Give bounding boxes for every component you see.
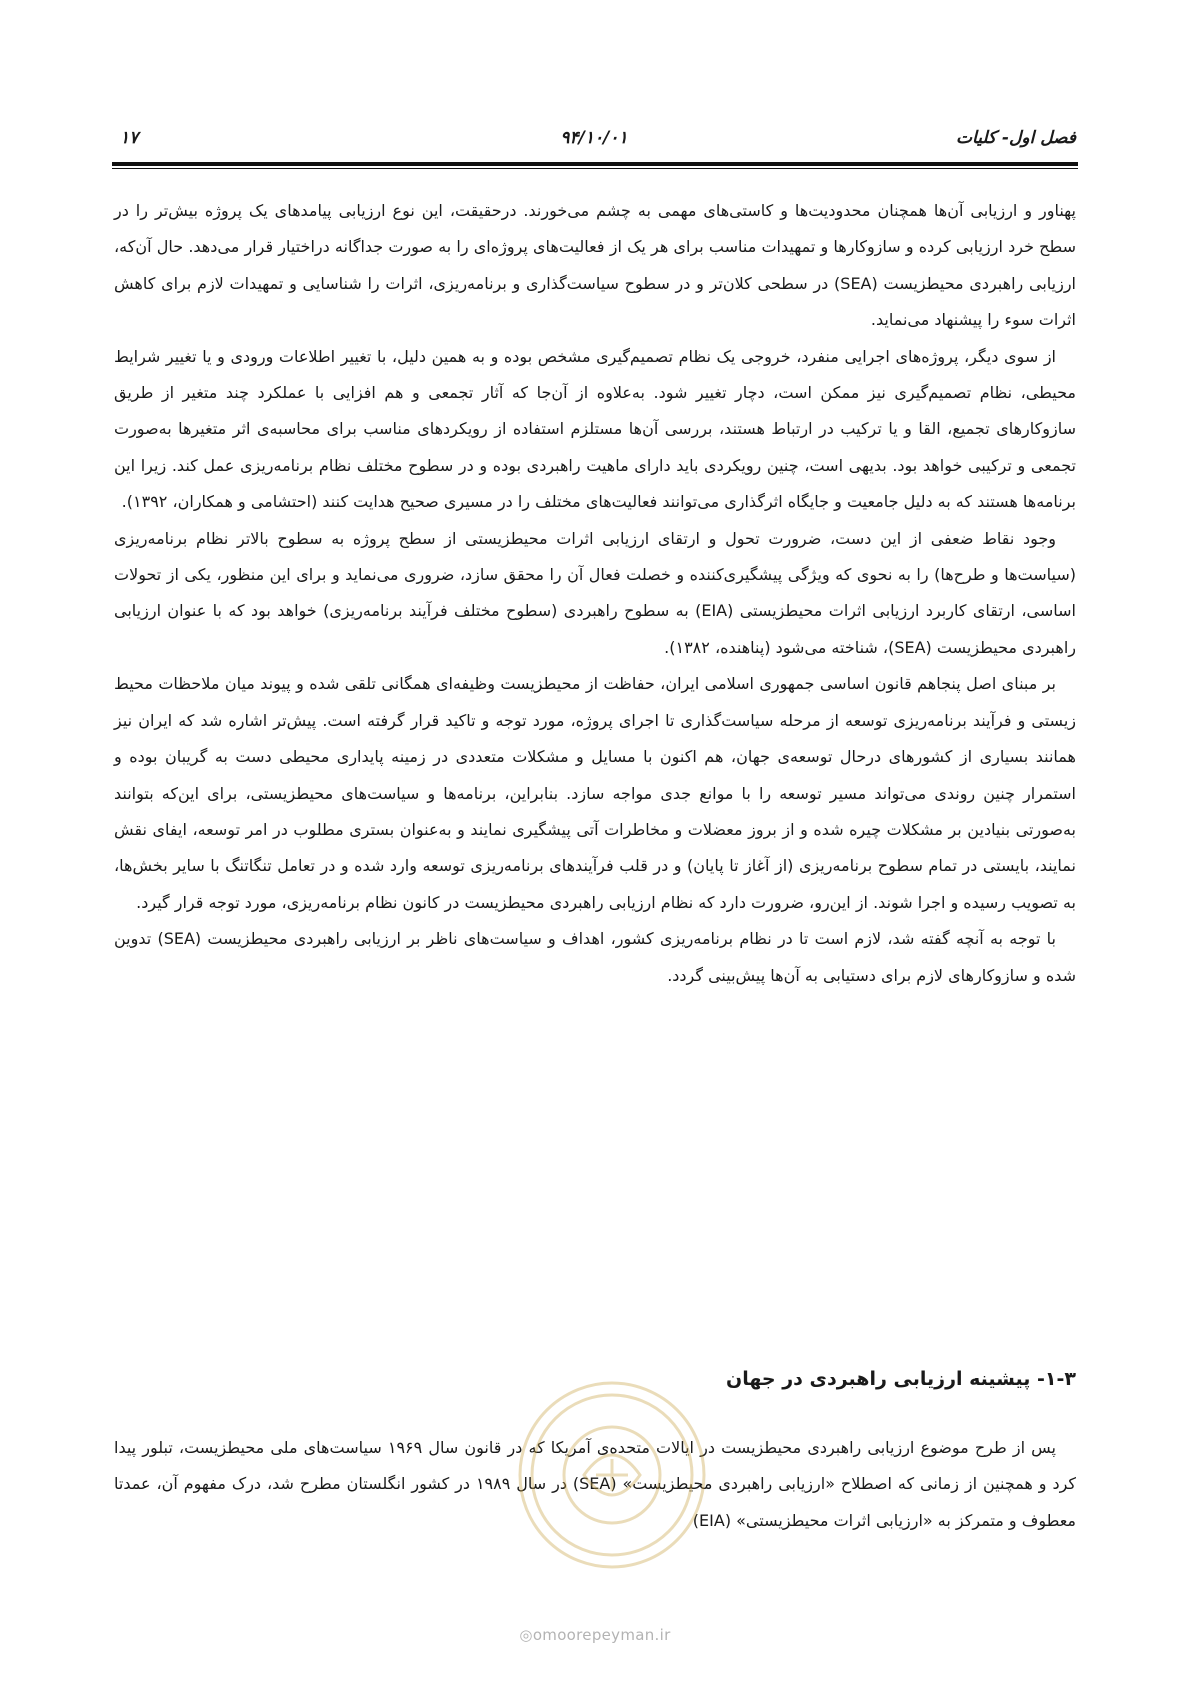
section-body	[114, 1430, 1076, 1539]
section-paragraph: پس از طرح موضوع ارزیابی راهبردی محیطزیست در ایالات متحده‌ی آمریکا که در قانون سال ۱۹۶۹ سیاست‌های ملی محیطزیست، تبلور پیدا کرد و همچنین از زمانی که اصطلاح «ارزیابی راهبردی محیطزیست» (SEA) در سال ۱۹۸۹ در کشور انگلستان مطرح شد، درک مفهوم آن، عمدتا معطوف و متمرکز به «ارزیابی اثرات محیطزیستی» (EIA)	[114, 1438, 1077, 1530]
document-code: ۹۴/۱۰/۰۱	[560, 128, 628, 148]
page-header	[112, 128, 1076, 154]
page-number: ۱۷	[120, 128, 139, 148]
website-label: omoorepeyman.ir	[532, 1626, 671, 1644]
paragraph-2: از سوی دیگر، پروژه‌های اجرایی منفرد، خروجی یک نظام تصمیم‌گیری مشخص بوده و به همین دلیل، با تغییر اطلاعات ورودی و یا تغییر شرایط محیطی، نظام تصمیم‌گیری نیز ممکن است، دچار تغییر شود. به‌علاوه از آن‌جا که آثار تجمعی و هم افزایی با عملکرد چند متغیر از طریق سازوکارهای تجمیع، القا و یا ترکیب در ارتباط هستند، بررسی آن‌ها مستلزم استفاده از رویکردهای مناسب برای محاسبه‌ی اثر متغیرها به‌صورت تجمعی و ترکیبی خواهد بود. بدیهی است، چنین رویکردی باید دارای ماهیت راهبردی بوده و در سطوح مختلف نظام برنامه‌ریزی عمل کند. زیرا این برنامه‌ها هستند که به دلیل جامعیت و جایگاه اثرگذاری می‌توانند فعالیت‌های مختلف را در مسیری صحیح هدایت کنند (احتشامی و همکاران، ۱۳۹۲).	[114, 346, 1076, 512]
paragraph-1: پهناور و ارزیابی آن‌ها همچنان محدودیت‌ها و کاستی‌های مهمی به چشم می‌خورند. درحقیقت، این نوع ارزیابی پیامدهای یک پروژه بیش‌تر را در سطح خرد ارزیابی کرده و سازوکارها و تمهیدات مناسب برای هر یک از فعالیت‌های پروژه‌ای را به صورت جداگانه دراختیار قرار می‌دهد. حال آن‌که، ارزیابی راهبردی محیطزیست (SEA) در سطحی کلان‌تر و در سطوح سیاست‌گذاری و برنامه‌ریزی، اثرات را شناسایی و تمهیدات لازم برای کاهش اثرات سوء را پیشنهاد می‌نماید.	[114, 201, 1076, 330]
chapter-title: فصل اول- کلیات	[956, 128, 1076, 148]
header-rule-thick	[112, 162, 1078, 166]
paragraph-5: با توجه به آنچه گفته شد، لازم است تا در نظام برنامه‌ریزی کشور، اهداف و سیاست‌های ناظر بر ارزیابی راهبردی محیطزیست (SEA) تدوین شده و سازوکارهای لازم برای دستیابی به آن‌ها پیش‌بینی گردد.	[114, 929, 1076, 985]
paragraph-3: وجود نقاط ضعفی از این دست، ضرورت تحول و ارتقای ارزیابی اثرات محیطزیستی از سطح پروژه به سطوح بالاتر نظام برنامه‌ریزی (سیاست‌ها و طرح‌ها) را به نحوی که ویژگی پیشگیری‌کننده و خصلت فعال آن را محقق سازد، ضروری می‌نماید و برای این منظور، یکی از تحولات اساسی، ارتقای کاربرد ارزیابی اثرات محیطزیستی (EIA) به سطوح راهبردی (سطوح مختلف فرآیند برنامه‌ریزی) خواهد بود که با عنوان ارزیابی راهبردی محیطزیست (SEA)، شناخته می‌شود (پناهنده، ۱۳۸۲).	[114, 528, 1077, 657]
body-text	[114, 193, 1076, 994]
section-heading: ۱-۳- پیشینه ارزیابی راهبردی در جهان	[726, 1368, 1076, 1390]
website-watermark	[0, 1626, 1190, 1644]
at-sign-icon: ◎	[519, 1626, 533, 1644]
header-rule-thin	[112, 168, 1078, 169]
paragraph-4: بر مبنای اصل پنجاهم قانون اساسی جمهوری اسلامی ایران، حفاظت از محیطزیست وظیفه‌ای همگانی تلقی شده و پیوند میان ملاحظات محیط زیستی و فرآیند برنامه‌ریزی توسعه از مرحله سیاست‌گذاری تا اجرای پروژه، مورد توجه و تاکید قرار گرفته است. پیش‌تر اشاره شد که ایران نیز همانند بسیاری از کشورهای درحال توسعه‌ی جهان، هم اکنون با مسایل و مشکلات متعددی در زمینه پایداری محیطی دست به گریبان بوده و استمرار چنین روندی می‌تواند مسیر توسعه را با موانع جدی مواجه سازد. بنابراین، برنامه‌ها و سیاست‌های محیطزیستی، برای این‌که بتوانند به‌صورتی بنیادین بر مشکلات چیره شده و از بروز معضلات و مخاطرات آتی پیشگیری نمایند و به‌عنوان بستری مطلوب در امر توسعه، ایفای نقش نمایند، بایستی در تمام سطوح برنامه‌ریزی (از آغاز تا پایان) و در قلب فرآیندهای برنامه‌ریزی توسعه وارد شده و در تعامل تنگاتنگ با سایر بخش‌ها، به تصویب رسیده و اجرا شوند. از این‌رو، ضرورت دارد که نظام ارزیابی راهبردی محیطزیست در کانون نظام برنامه‌ریزی، مورد توجه قرار گیرد.	[114, 674, 1076, 912]
